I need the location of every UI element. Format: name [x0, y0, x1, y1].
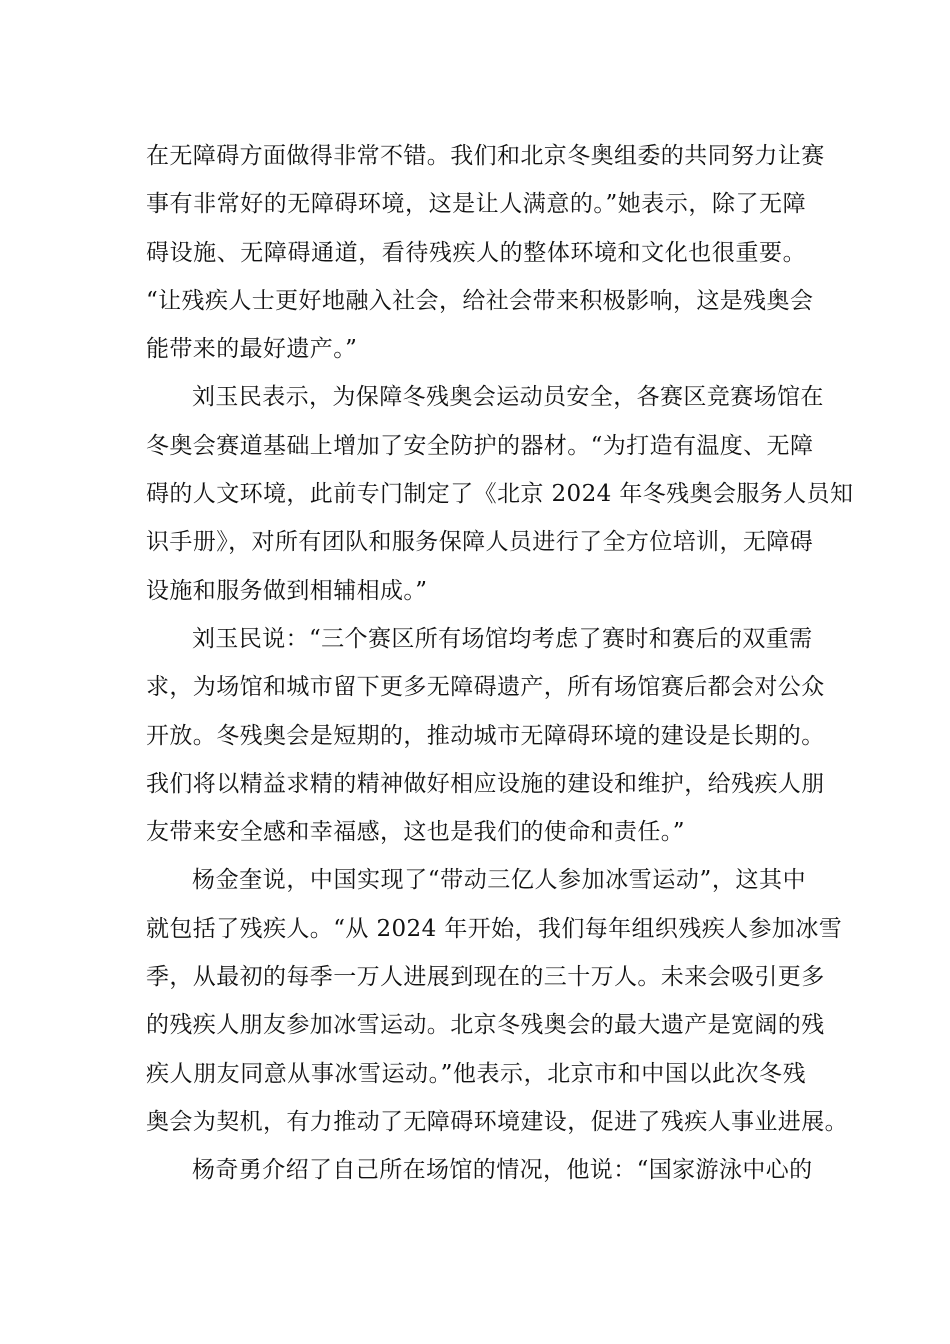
text-line: 杨金奎说，中国实现了“带动三亿人参加冰雪运动”，这其中	[192, 867, 806, 894]
text-line: 我们将以精益求精的精神做好相应设施的建设和维护，给残疾人朋	[146, 770, 825, 797]
paragraph-4	[146, 856, 848, 1146]
text-line: 季，从最初的每季一万人进展到现在的三十万人。未来会吸引更多	[146, 964, 825, 991]
text-line: 在无障碍方面做得非常不错。我们和北京冬奥组委的共同努力让赛	[146, 143, 825, 169]
text-line: 的残疾人朋友参加冰雪运动。北京冬残奥会的最大遗产是宽阔的残	[146, 1012, 825, 1039]
text-line: 友带来安全感和幸福感，这也是我们的使命和责任。”	[146, 819, 685, 846]
text-line: 事有非常好的无障碍环境，这是让人满意的。”她表示，除了无障	[146, 191, 806, 218]
paragraph-5	[146, 1146, 813, 1194]
text-line: 开放。冬残奥会是短期的，推动城市无障碍环境的建设是长期的。	[146, 722, 825, 749]
text-line: 刘玉民表示，为保障冬残奥会运动员安全，各赛区竞赛场馆在	[192, 384, 824, 411]
text-line: 杨奇勇介绍了自己所在场馆的情况，他说：“国家游泳中心的	[192, 1157, 813, 1184]
text-line: 疾人朋友同意从事冰雪运动。”他表示，北京市和中国以此次冬残	[146, 1060, 806, 1087]
text-line: 设施和服务做到相辅相成。”	[146, 577, 428, 604]
text-line: 就包括了残疾人。“从 2024 年开始，我们每年组织残疾人参加冰雪	[146, 915, 843, 942]
text-line: 冬奥会赛道基础上增加了安全防护的器材。“为打造有温度、无障	[146, 432, 814, 459]
text-line: 刘玉民说：“三个赛区所有场馆均考虑了赛时和赛后的双重需	[192, 625, 813, 652]
text-line: 碍的人文环境，此前专门制定了《北京 2024 年冬残奥会服务人员知	[146, 481, 854, 508]
paragraph-2	[146, 373, 854, 614]
text-line: 奥会为契机，有力推动了无障碍环境建设，促进了残疾人事业进展。	[146, 1108, 848, 1135]
text-line: 能带来的最好遗产。”	[146, 336, 358, 363]
text-line: 求，为场馆和城市留下更多无障碍遗产，所有场馆赛后都会对公众	[146, 674, 825, 701]
article-body	[146, 132, 854, 1195]
text-line: 碍设施、无障碍通道，看待残疾人的整体环境和文化也很重要。	[146, 239, 806, 266]
paragraph-1	[146, 132, 825, 373]
text-line: “让残疾人士更好地融入社会，给社会带来积极影响，这是残奥会	[146, 287, 814, 314]
text-line: 识手册》，对所有团队和服务保障人员进行了全方位培训，无障碍	[146, 529, 814, 556]
paragraph-3	[146, 615, 825, 856]
